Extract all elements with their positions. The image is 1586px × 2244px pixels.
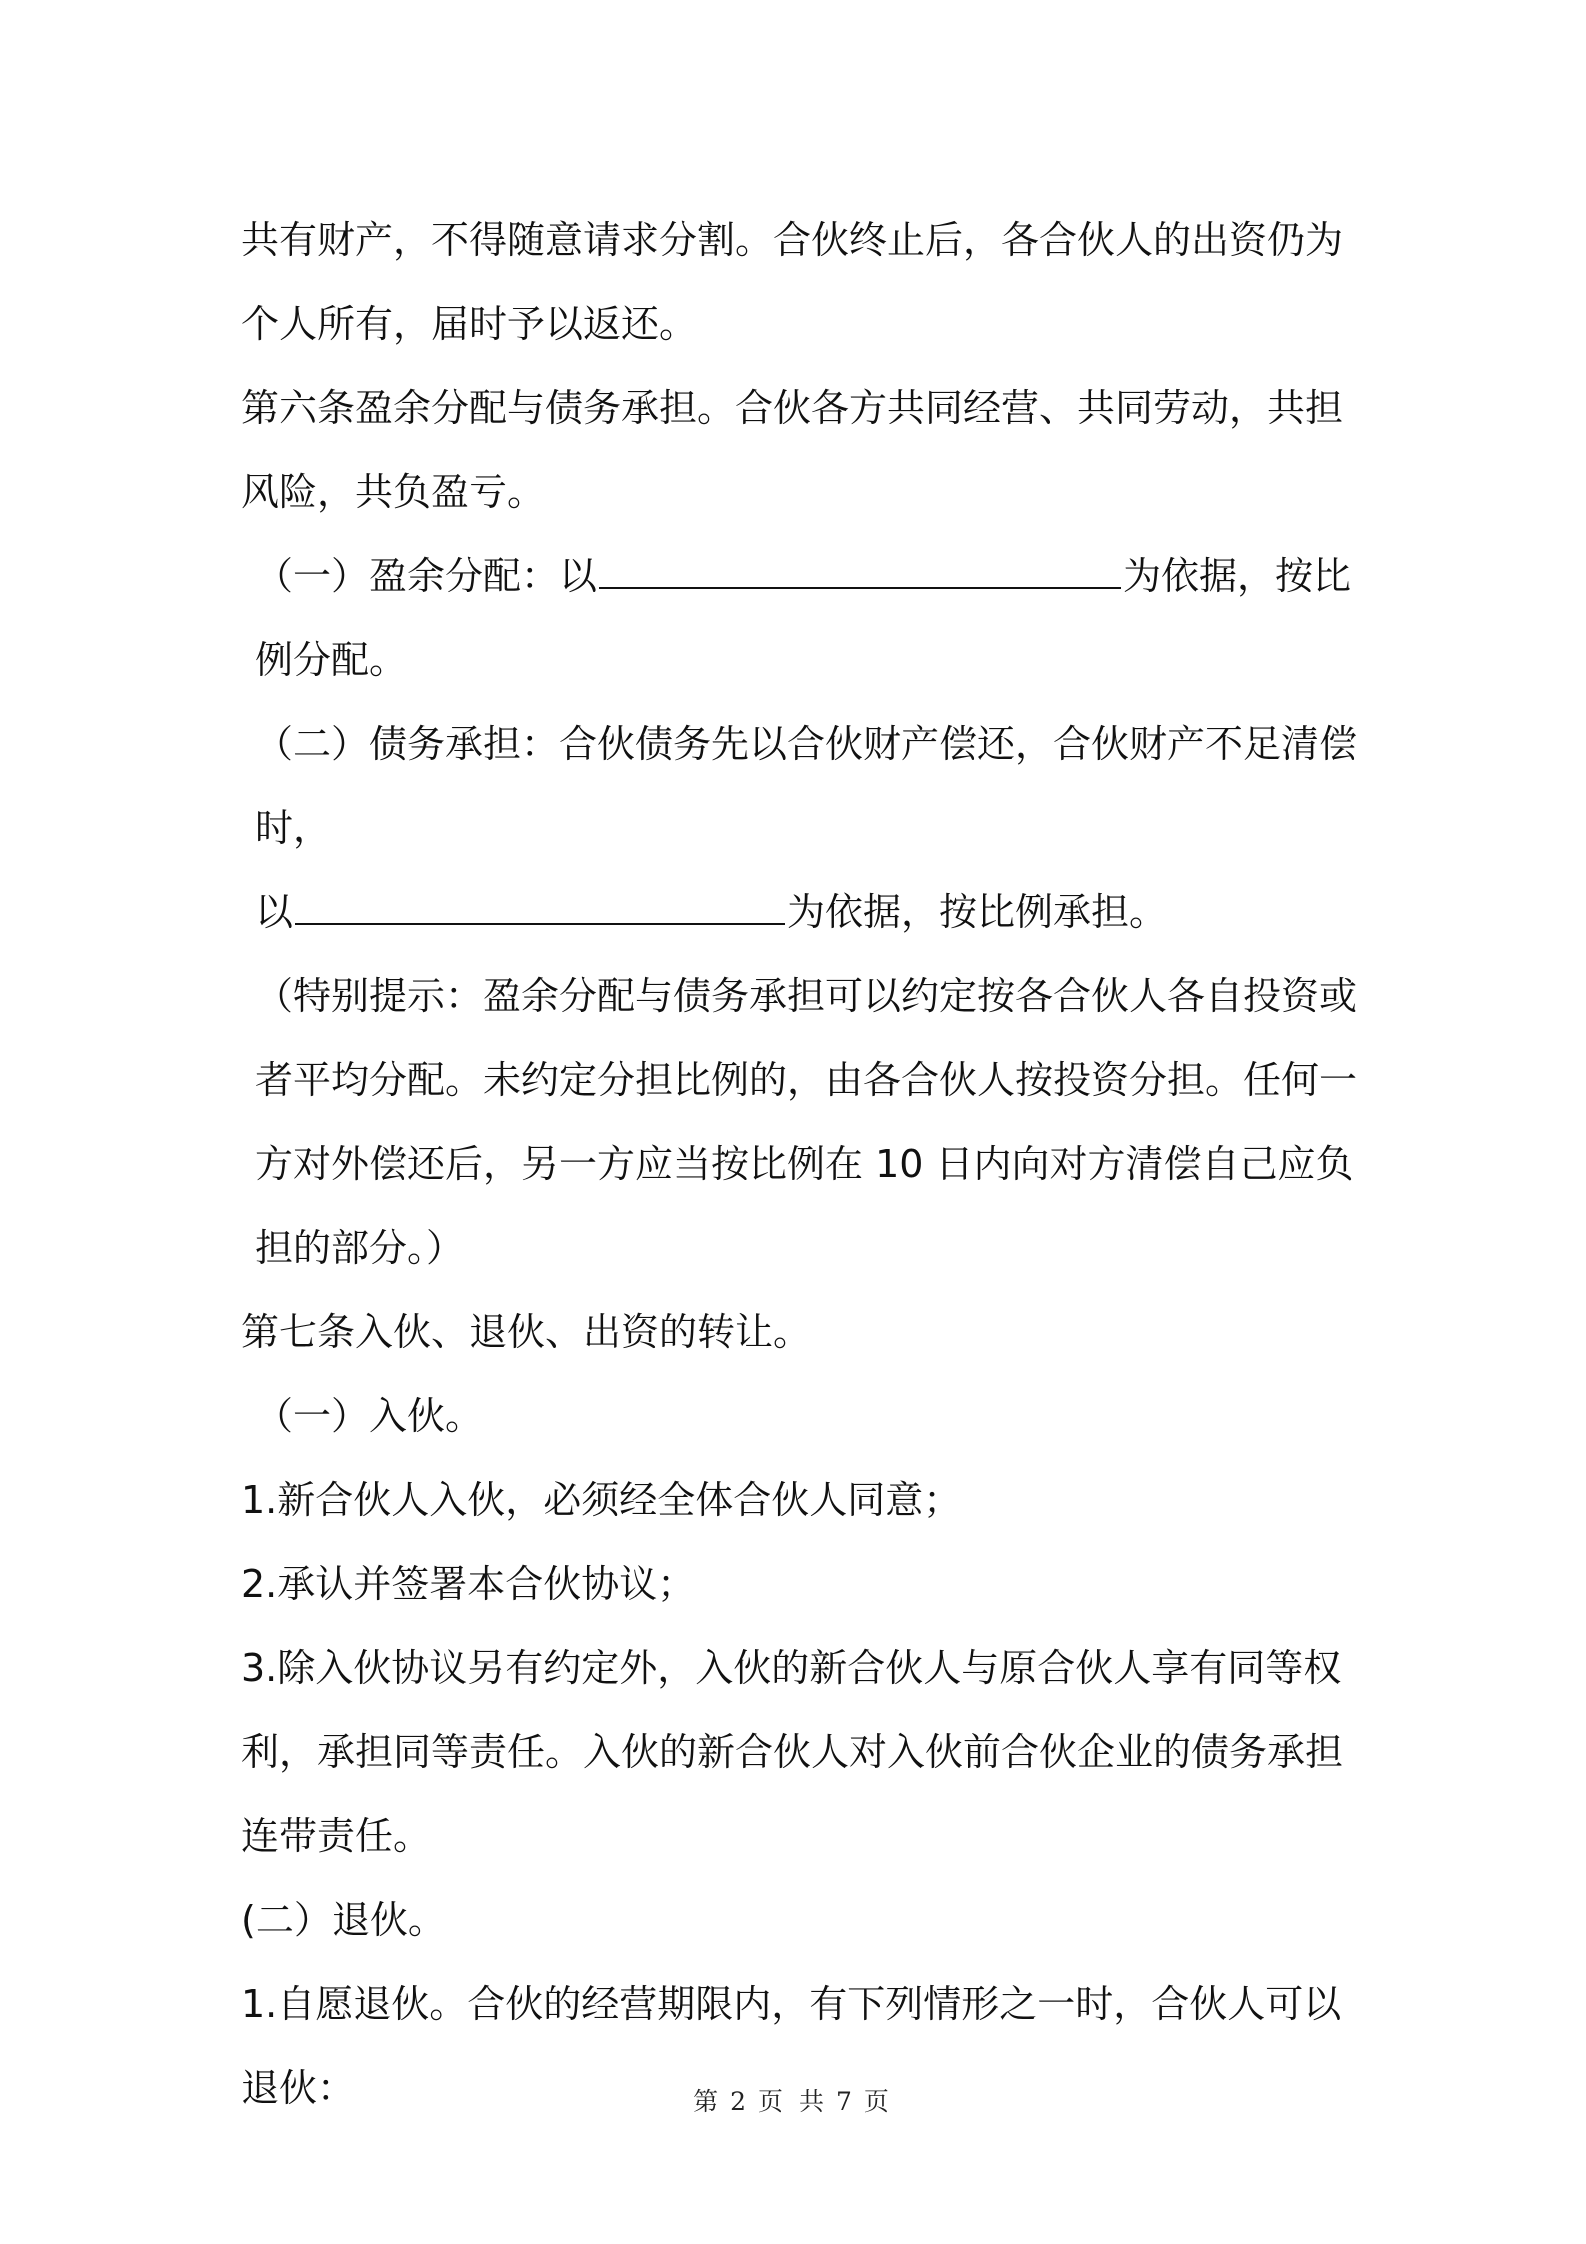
list-item-withdrawal-1: 1.自愿退伙。合伙的经营期限内，有下列情形之一时，合伙人可以退伙： [241,1982,1342,2110]
paragraph-admission-heading: （一）入伙。 [255,1394,484,1438]
paragraph-article-7: 第七条入伙、退伙、出资的转让。 [241,1310,812,1354]
document-body [241,198,1361,2130]
debt-bearing-tail: 为依据，按比例承担。 [787,890,1168,934]
paragraph-article-6: 第六条盈余分配与债务承担。合伙各方共同经营、共同劳动，共担风险，共负盈亏。 [241,386,1344,514]
footer-suffix: 页 [863,2087,893,2116]
profit-distribution-lead: （一）盈余分配：以 [255,554,598,598]
footer-prefix: 第 [693,2087,723,2116]
paragraph-debt-bearing [241,702,1361,954]
footer-middle: 页 共 [758,2087,828,2116]
debt-basis-blank [295,871,785,925]
footer-current-page: 2 [730,2087,751,2116]
paragraph-withdrawal-heading: (二）退伙。 [241,1898,446,1942]
footer-total-pages: 7 [835,2087,856,2116]
paragraph-special-note: （特别提示：盈余分配与债务承担可以约定按各合伙人各自投资或者平均分配。未约定分担比例的，由各合伙人按投资分担。任何一方对外偿还后，另一方应当按比例在 10 日内向对方清偿自己应负担的部分。） [255,974,1358,1270]
page-footer [0,2082,1586,2118]
list-item-admission-3: 3.除入伙协议另有约定外，入伙的新合伙人与原合伙人享有同等权利，承担同等责任。入伙的新合伙人对入伙前合伙企业的债务承担连带责任。 [241,1646,1344,1858]
list-item-admission-1: 1.新合伙人入伙，必须经全体合伙人同意； [241,1478,962,1522]
debt-bearing-line: （二）债务承担：合伙债务先以合伙财产偿还，合伙财产不足清偿时， [255,722,1358,850]
profit-basis-blank [599,535,1121,589]
debt-bearing-lead: 以 [255,890,294,934]
paragraph-shared-property: 共有财产，不得随意请求分割。合伙终止后，各合伙人的出资仍为个人所有，届时予以返还。 [241,218,1344,346]
profit-distribution-tail: 为依据，按比例分配。 [255,554,1352,682]
list-item-admission-2: 2.承认并签署本合伙协议； [241,1562,696,1606]
paragraph-profit-distribution [241,534,1361,702]
